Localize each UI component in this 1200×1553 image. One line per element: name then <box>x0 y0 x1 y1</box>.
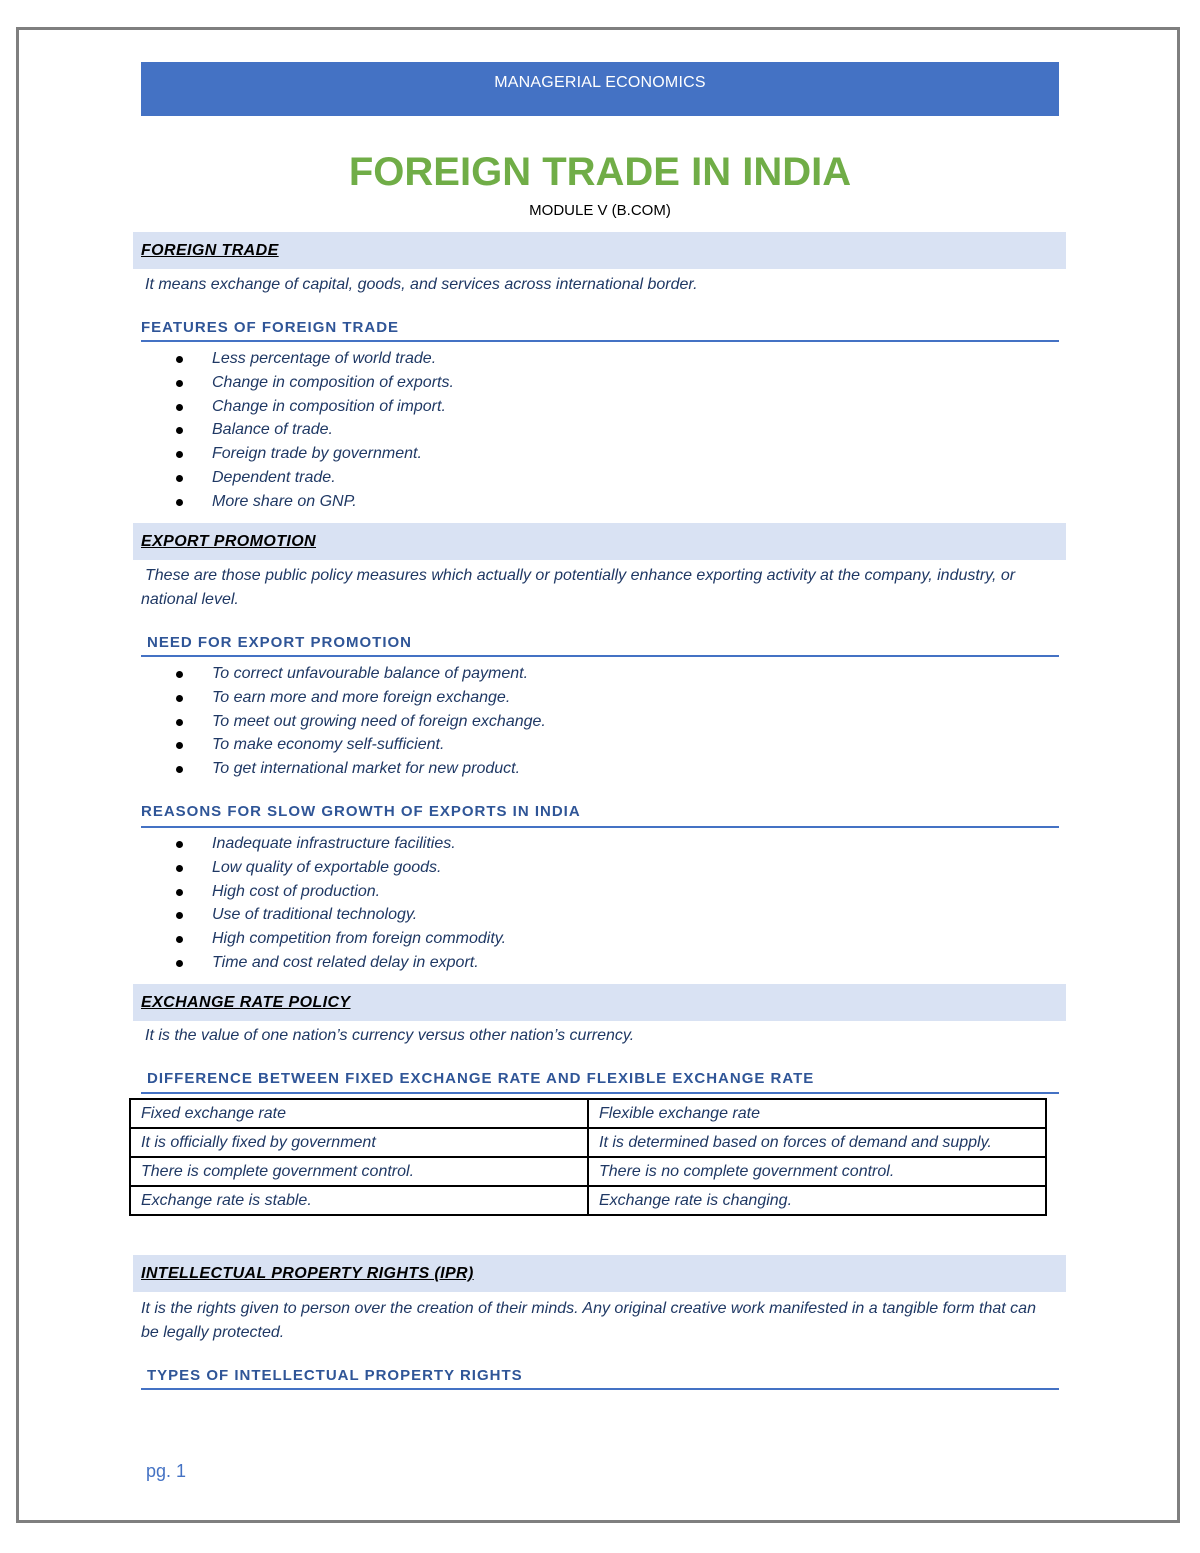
table-cell: There is complete government control. <box>130 1157 588 1186</box>
export-promotion-definition: These are those public policy measures which actually or potentially enhance exporting activity at the company, industry, or national level. <box>141 567 1016 608</box>
list-item: Change in composition of import. <box>176 395 454 419</box>
list-item: Inadequate infrastructure facilities. <box>176 832 506 856</box>
reasons-rule <box>141 826 1059 828</box>
reasons-list <box>176 832 506 975</box>
list-item: Balance of trade. <box>176 418 454 442</box>
section-heading-exchange-rate: EXCHANGE RATE POLICY <box>141 994 351 1011</box>
section-heading-export-promotion: EXPORT PROMOTION <box>141 533 317 550</box>
need-list <box>176 662 546 781</box>
list-item: Foreign trade by government. <box>176 442 454 466</box>
page-number: pg. 1 <box>146 1461 187 1481</box>
list-item: Low quality of exportable goods. <box>176 856 506 880</box>
header-band: MANAGERIAL ECONOMICS <box>141 62 1059 116</box>
table-row <box>130 1157 1046 1186</box>
table-cell: It is officially fixed by government <box>130 1128 588 1157</box>
table-row <box>130 1099 1046 1128</box>
table-cell: Fixed exchange rate <box>130 1099 588 1128</box>
table-row <box>130 1186 1046 1215</box>
table-cell: There is no complete government control. <box>588 1157 1046 1186</box>
need-rule <box>141 655 1059 657</box>
list-item: More share on GNP. <box>176 490 454 514</box>
features-heading: FEATURES OF FOREIGN TRADE <box>141 319 400 336</box>
document-title: FOREIGN TRADE IN INDIA <box>348 150 852 194</box>
list-item: Time and cost related delay in export. <box>176 951 506 975</box>
exchange-rate-definition: It is the value of one nation’s currency versus other nation’s currency. <box>145 1027 635 1044</box>
types-heading: TYPES OF INTELLECTUAL PROPERTY RIGHTS <box>147 1367 523 1384</box>
difference-rule <box>141 1092 1059 1094</box>
list-item: High competition from foreign commodity. <box>176 927 506 951</box>
table-cell: Exchange rate is stable. <box>130 1186 588 1215</box>
section-heading-ipr: INTELLECTUAL PROPERTY RIGHTS (IPR) <box>141 1265 474 1282</box>
types-rule <box>141 1388 1059 1390</box>
list-item: To get international market for new product. <box>176 757 546 781</box>
document-subtitle: MODULE V (B.COM) <box>529 202 671 219</box>
ipr-definition: It is the rights given to person over the creation of their minds. Any original creative work manifested in a tangible form that can be legally protected. <box>141 1300 1036 1341</box>
list-item: To meet out growing need of foreign exchange. <box>176 710 546 734</box>
features-list <box>176 347 454 514</box>
section-heading-foreign-trade: FOREIGN TRADE <box>141 242 279 259</box>
table-cell: Flexible exchange rate <box>588 1099 1046 1128</box>
list-item: Change in composition of exports. <box>176 371 454 395</box>
list-item: To make economy self-sufficient. <box>176 733 546 757</box>
list-item: Less percentage of world trade. <box>176 347 454 371</box>
list-item: To earn more and more foreign exchange. <box>176 686 546 710</box>
table-row <box>130 1128 1046 1157</box>
features-rule <box>141 340 1059 342</box>
table-cell: Exchange rate is changing. <box>588 1186 1046 1215</box>
need-heading: NEED FOR EXPORT PROMOTION <box>147 634 413 651</box>
list-item: To correct unfavourable balance of payment. <box>176 662 546 686</box>
table-cell: It is determined based on forces of demand and supply. <box>588 1128 1046 1157</box>
difference-heading: DIFFERENCE BETWEEN FIXED EXCHANGE RATE AND FLEXIBLE EXCHANGE RATE <box>147 1070 815 1087</box>
list-item: High cost of production. <box>176 880 506 904</box>
list-item: Use of traditional technology. <box>176 903 506 927</box>
foreign-trade-definition: It means exchange of capital, goods, and services across international border. <box>145 276 698 293</box>
exchange-rate-comparison-table <box>129 1098 1047 1216</box>
reasons-heading: REASONS FOR SLOW GROWTH OF EXPORTS IN INDIA <box>141 803 581 820</box>
list-item: Dependent trade. <box>176 466 454 490</box>
